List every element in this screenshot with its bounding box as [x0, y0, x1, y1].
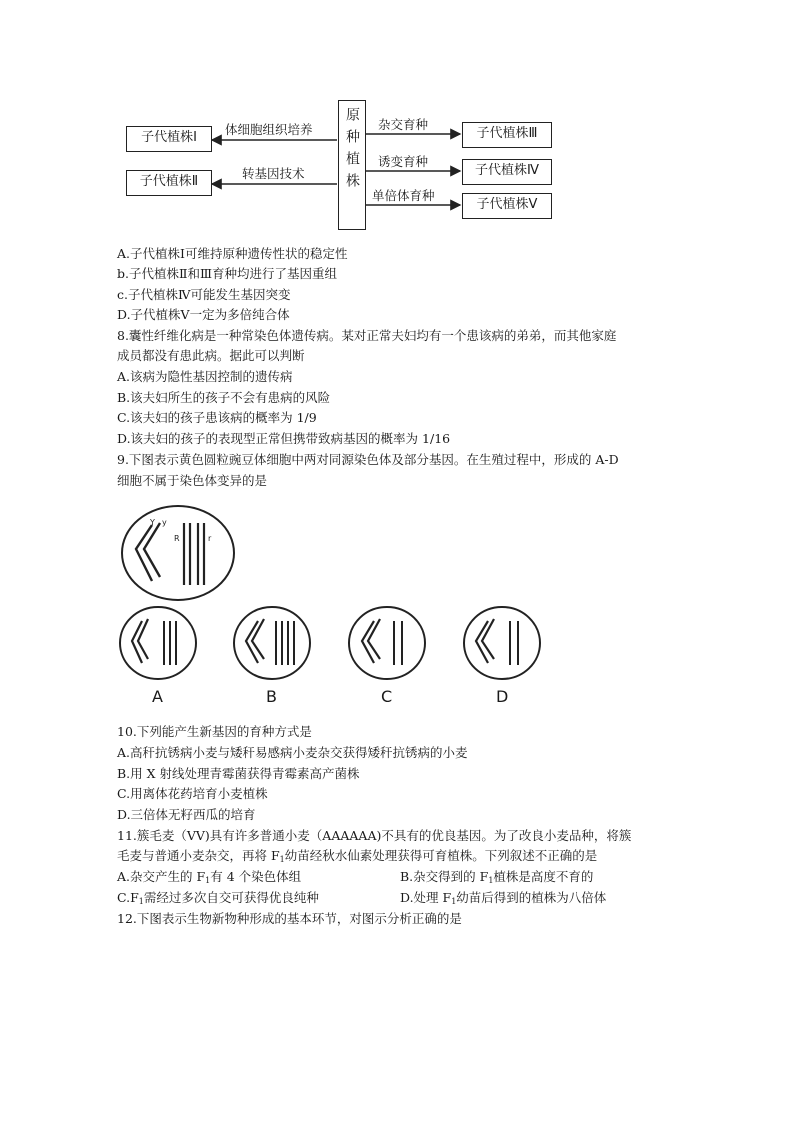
q10-option-a: A.高秆抗锈病小麦与矮秆易感病小麦杂交获得矮秆抗锈病的小麦	[117, 745, 468, 760]
q11-stem-line1: 11.簇毛麦（VV)具有许多普通小麦（AAAAAA)不具有的优良基因。为了改良小麦品种，将簇	[117, 828, 632, 843]
q11-option-b-text: B.杂交得到的 F	[400, 869, 489, 884]
cell-label-d: D	[496, 687, 509, 706]
q11-option-a-text2: 有 4 个染色体组	[210, 869, 302, 884]
q10-option-d: D.三倍体无籽西瓜的培育	[117, 807, 256, 822]
q8-option-b: B.该夫妇所生的孩子不会有患病的风险	[117, 390, 331, 405]
q9-stem-line2: 细胞不属于染色体变异的是	[117, 473, 268, 488]
cell-c	[349, 607, 425, 679]
q7-option-d: D.子代植株Ⅴ一定为多倍纯合体	[117, 307, 290, 322]
cell-drawings	[112, 503, 552, 713]
cell-d	[464, 607, 540, 679]
q7-option-b: b.子代植株Ⅱ和Ⅲ育种均进行了基因重组	[117, 266, 338, 281]
q11-option-d-text: D.处理 F	[400, 890, 452, 905]
q11-option-b-text2: 植株是高度不育的	[493, 869, 594, 884]
offspring-box-2: 子代植株Ⅱ	[126, 170, 212, 196]
q11-option-a-text: A.杂交产生的 F	[117, 869, 206, 884]
original-cell	[122, 506, 234, 600]
cell-a	[120, 607, 196, 679]
q11-stem-line2-b: 幼苗经秋水仙素处理获得可育植株。下列叙述不正确的是	[284, 848, 598, 863]
q11-option-c-text: C.F	[117, 890, 139, 905]
center-box	[338, 100, 366, 230]
q8-stem-line1: 8.囊性纤维化病是一种常染色体遗传病。某对正常夫妇均有一个患该病的弟弟，而其他家庭	[117, 328, 617, 343]
q8-option-a: A.该病为隐性基因控制的遗传病	[117, 369, 293, 384]
q10-option-b: B.用 X 射线处理青霉菌获得青霉素高产菌株	[117, 766, 360, 781]
svg-text:Y: Y	[150, 518, 155, 527]
subscript: 1	[205, 876, 211, 885]
label-mutation-breeding: 诱变育种	[378, 154, 429, 169]
svg-text:R: R	[174, 534, 180, 543]
q10-stem: 10.下列能产生新基因的育种方式是	[117, 724, 312, 739]
subscript: 1	[451, 897, 457, 906]
offspring-box-3: 子代植株Ⅲ	[462, 122, 552, 148]
q11-stem-line2-a: 毛麦与普通小麦杂交，再将 F	[117, 848, 280, 863]
q9-stem-line1: 9.下图表示黄色圆粒豌豆体细胞中两对同源染色体及部分基因。在生殖过程中，形成的 A-D	[117, 452, 619, 467]
cell-label-c: C	[381, 687, 393, 706]
label-hybrid-breeding: 杂交育种	[378, 117, 429, 132]
label-somatic-culture: 体细胞组织培养	[225, 122, 313, 137]
label-haploid-breeding: 单倍体育种	[372, 188, 435, 203]
subscript: 1	[488, 876, 494, 885]
q11-option-d-text2: 幼苗后得到的植株为八倍体	[456, 890, 607, 905]
q8-option-d: D.该夫妇的孩子的表现型正常但携带致病基因的概率为 1/16	[117, 431, 451, 446]
q10-option-c: C.用离体花药培育小麦植株	[117, 786, 268, 801]
label-transgenic: 转基因技术	[242, 166, 305, 181]
offspring-box-1: 子代植株Ⅰ	[126, 126, 212, 152]
breeding-diagram	[122, 98, 562, 230]
subscript: 1	[138, 897, 144, 906]
svg-text:y: y	[162, 518, 167, 527]
q11-option-c-text2: 需经过多次自交可获得优良纯种	[143, 890, 319, 905]
cell-label-b: B	[266, 687, 277, 706]
svg-text:r: r	[208, 534, 212, 543]
offspring-box-4: 子代植株Ⅳ	[462, 159, 552, 185]
q12-stem: 12.下图表示生物新物种形成的基本环节，对图示分析正确的是	[117, 911, 462, 926]
cell-label-a: A	[152, 687, 163, 706]
q7-option-c: c.子代植株Ⅳ可能发生基因突变	[117, 287, 291, 302]
offspring-box-5: 子代植株Ⅴ	[462, 193, 552, 219]
chromosome-figure	[112, 503, 552, 713]
q8-option-c: C.该夫妇的孩子患该病的概率为 1/9	[117, 410, 317, 425]
cell-b	[234, 607, 310, 679]
center-label: 原种植株	[344, 107, 360, 195]
q8-stem-line2: 成员都没有患此病。据此可以判断	[117, 348, 305, 363]
q7-option-a: A.子代植株Ⅰ可维持原种遗传性状的稳定性	[117, 246, 348, 261]
subscript: 1	[279, 855, 285, 864]
